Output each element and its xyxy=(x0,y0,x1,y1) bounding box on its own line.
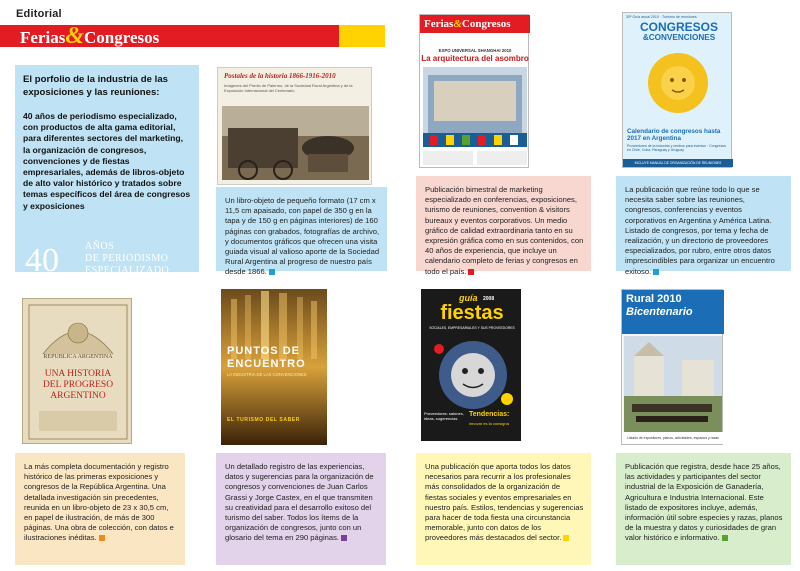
postales-title: Postales de la historia 1866-1916-2010 xyxy=(224,72,336,80)
puntos-subtitle: LA INDUSTRIA DE LAS CONVENCIONES xyxy=(227,372,307,377)
bullet-square-icon xyxy=(468,269,474,275)
guia-footer: INCLUYE MANUAL DE ORGANIZACIÓN DE REUNIONES xyxy=(623,159,733,167)
desc-fiestas xyxy=(416,453,591,565)
desc-guia xyxy=(616,176,791,276)
puntos-bottom: EL TURISMO DEL SABER xyxy=(227,417,300,423)
cover-guia-congresos xyxy=(622,12,732,168)
bullet-square-icon xyxy=(341,535,347,541)
fiestas-year: 2008 xyxy=(483,296,495,302)
brand-logo-left: Ferias xyxy=(20,28,66,47)
fiestas-title: fiestas xyxy=(440,302,504,324)
desc-postales-text: Un libro-objeto de pequeño formato (17 cm x 11,5 cm apaisado, con papel de 350 g en la tapa y de 150 g en páginas interiores) de 160 páginas con grabados, fotografías de archivo, y documentos gráficos que ofrecen una visita guiada visual al valioso aporte de la Sociedad Rural Argentina al progreso de nuestro país desde 1866. xyxy=(225,196,380,277)
guia-title1: CONGRESOS xyxy=(639,20,718,34)
years-caption-line3: ESPECIALIZADO xyxy=(85,265,170,276)
historia-title3: ARGENTINO xyxy=(50,391,106,401)
years-caption xyxy=(85,241,169,277)
desc-postales xyxy=(216,187,387,277)
intro-title: El porfolio de la industria de las exposiciones y las reuniones: xyxy=(23,74,168,98)
desc-guia-text: La publicación que reúne todo lo que se necesita saber sobre las reuniones, congresos, conferencias y eventos corporativos en Argentina y América Latina. Listado de congresos, por tema y fecha de realización, y un directorio de proveedores especializados, por rubro, entre otros datos imprescindibles para organizar un encuentro exitoso. xyxy=(625,185,775,276)
brand-logo xyxy=(20,25,159,47)
brand-header xyxy=(16,8,62,20)
revista-kicker: EXPO UNIVERSAL SHANGHAI 2010 xyxy=(438,48,512,53)
years-caption-line1: AÑOS xyxy=(85,241,115,252)
bullet-square-icon xyxy=(722,535,728,541)
desc-historia-text: La más completa documentación y registro histórico de las primeras exposiciones y congresos de la República Argentina. Una detallada investigación sin precedentes, reunida en un libro-objeto de 23 x 30,5 cm, en papel de ilustración, de más de 300 páginas. Una obra de colección, con datos e ilustraciones inéditas. xyxy=(24,462,174,543)
fiestas-left: Proveedores: salones, ideas, sugerencias xyxy=(424,411,464,421)
fiestas-trend2: innovar es la consigna xyxy=(469,421,509,426)
bullet-square-icon xyxy=(269,269,275,275)
fiestas-trend1: Tendencias: xyxy=(469,411,510,418)
revista-masthead-right: Congresos xyxy=(461,18,511,30)
editorial-label: Editorial xyxy=(16,8,62,20)
revista-masthead: Ferias&Congresos xyxy=(420,15,530,33)
intro-body: 40 años de periodismo especializado, con productos de alta gama editorial, para diferentes sectores del marketing, la organización de congresos, convenciones y de fiestas empresariales, además de libros-objeto de alto valor histórico y tratados sobre temas específicos del área de congresos y exposiciones xyxy=(23,111,191,211)
rural-footer: Listado de expositores, planos, actividades, espacios y razas xyxy=(622,432,724,444)
cover-rural xyxy=(621,289,723,445)
cover-revista xyxy=(419,14,529,168)
bullet-square-icon xyxy=(653,269,659,275)
puntos-title2: ENCUENTRO xyxy=(227,358,306,370)
cover-puntos xyxy=(221,289,327,445)
historia-masthead: REPÚBLICA ARGENTINA xyxy=(43,354,113,360)
years-caption-line2: DE PERIODISMO xyxy=(85,253,169,264)
desc-revista-text: Publicación bimestral de marketing especializado en conferencias, exposiciones, turismo de reuniones, convention & visitors bureaux y eventos corporativos. Un medio gráfico de calidad extraordinaria tanto en su expresión gráfica como en sus contenidos, con 40 años de experiencia, que incluye un calendario completo de ferias y congresos en todo el país. xyxy=(425,185,584,276)
fiestas-guia: guía xyxy=(459,293,478,303)
desc-fiestas-text: Una publicación que aporta todos los datos necesarios para recurrir a los profesionales más consolidados de la organización de fiestas sociales y eventos empresariales en nuestro país. Estilos, tendencias y sugerencias para hacer de toda fiesta una circunstancia memorable, junto con datos de los proveedores más destacados del sector. xyxy=(425,462,584,543)
bullet-square-icon xyxy=(563,535,569,541)
desc-historia xyxy=(15,453,185,565)
bullet-square-icon xyxy=(99,535,105,541)
historia-title1: UNA HISTORIA xyxy=(44,369,112,379)
revista-headline: La arquitectura del asombro xyxy=(421,54,529,63)
historia-title2: DEL PROGRESO xyxy=(42,380,114,390)
cover-fiestas xyxy=(421,289,521,441)
brand-logo-amp: & xyxy=(65,23,84,49)
guia-top: 30ª Guía anual 2010 · Turismo de reuniones xyxy=(626,15,697,19)
rural-title1: Rural 2010 xyxy=(626,293,682,305)
cover-historia xyxy=(22,298,132,444)
desc-puntos-text: Un detallado registro de las experiencias, datos y sugerencias para la organización de congresos y convenciones de Juan Carlos Grassi y Jorge Castex, en el que transmiten su creatividad para el desarrollo exitoso del turismo del saber. Todos los ítems de la organización de congresos, junto con un glosario del tema en 290 páginas. xyxy=(225,462,374,543)
postales-subtitle: Imágenes del Predio de Palermo, de la Sociedad Rural Argentina y de la Exposición Internacional del Centenario xyxy=(224,83,353,93)
brand-logo-right: Congresos xyxy=(84,28,160,47)
revista-masthead-left: Ferias xyxy=(424,18,454,30)
guia-title2: &CONVENCIONES xyxy=(642,33,716,42)
desc-rural-text: Publicación que registra, desde hace 25 años, las actividades y participantes del sector industrial de la Exposición de Ganadería, Agricultura e Industria Internacional. Este listado de expositores incluye, además, información útil sobre especies y razas, planos de la muestra y datos y curiosidades de gran valor histórico e informativo. xyxy=(625,462,783,543)
intro-panel xyxy=(15,65,199,279)
fiestas-sub: SOCIALES, EMPRESARIALES Y SUS PROVEEDORES xyxy=(429,326,515,330)
cover-postales xyxy=(217,67,372,185)
desc-puntos xyxy=(216,453,386,565)
years-number: 40 xyxy=(25,242,59,279)
rural-title2: Bicentenario xyxy=(626,306,693,318)
guia-sub: Proveedores de la industria y centros para eventos · Congresos en Chile, Cuba, Paraguay y Uruguay xyxy=(627,144,727,153)
puntos-title1: PUNTOS DE xyxy=(227,345,300,357)
desc-revista xyxy=(416,176,591,276)
guia-calendar: Calendario de congresos hasta 2017 en Argentina xyxy=(627,128,721,142)
desc-rural xyxy=(616,453,791,565)
